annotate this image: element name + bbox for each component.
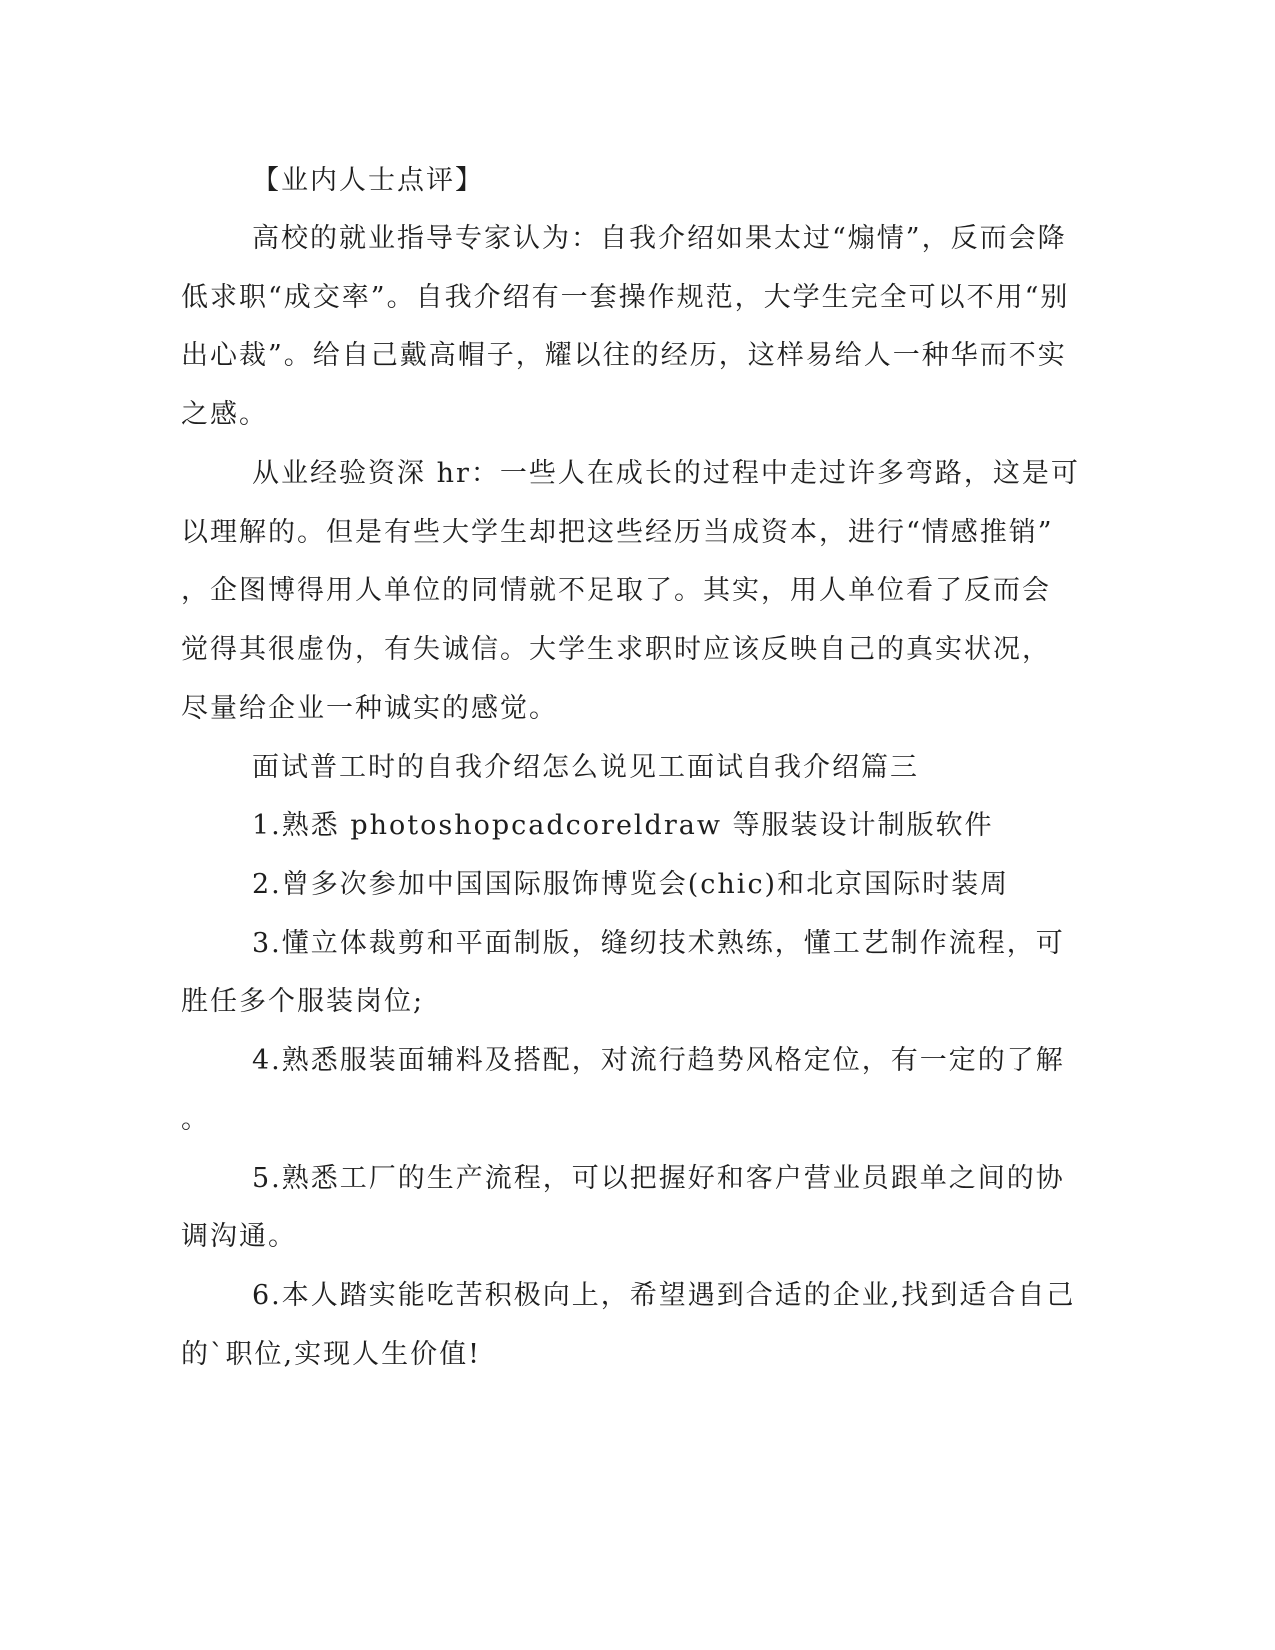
paragraph-line: 尽量给企业一种诚实的感觉。 (181, 693, 558, 724)
paragraph-line: 觉得其很虚伪，有失诚信。大学生求职时应该反映自己的真实状况， (181, 634, 1051, 665)
list-item: 3.懂立体裁剪和平面制版，缝纫技术熟练，懂工艺制作流程，可 (252, 928, 1065, 959)
subsection-title: 面试普工时的自我介绍怎么说见工面试自我介绍篇三 (252, 752, 919, 783)
paragraph-line: 低求职“成交率”。自我介绍有一套操作规范，大学生完全可以不用“别 (181, 282, 1070, 313)
list-item: 6.本人踏实能吃苦积极向上，希望遇到合适的企业,找到适合自己 (252, 1280, 1076, 1311)
paragraph-line: 出心裁”。给自己戴高帽子，耀以往的经历，这样易给人一种华而不实 (181, 340, 1067, 371)
paragraph-line: 之感。 (181, 399, 268, 430)
list-item-continuation: 调沟通。 (181, 1221, 297, 1252)
list-item-continuation: 。 (181, 1104, 210, 1135)
paragraph-line: 以理解的。但是有些大学生却把这些经历当成资本，进行“情感推销” (181, 517, 1054, 548)
paragraph-line: 从业经验资深 hr：一些人在成长的过程中走过许多弯路，这是可 (252, 458, 1080, 489)
list-item: 4.熟悉服装面辅料及搭配，对流行趋势风格定位，有一定的了解 (252, 1045, 1065, 1076)
list-item-continuation: 胜任多个服装岗位; (181, 986, 425, 1017)
list-item: 5.熟悉工厂的生产流程，可以把握好和客户营业员跟单之间的协 (252, 1163, 1065, 1194)
list-item: 2.曾多次参加中国国际服饰博览会(chic)和北京国际时装周 (252, 869, 1010, 900)
list-item: 1.熟悉 photoshopcadcoreldraw 等服装设计制版软件 (252, 810, 994, 841)
paragraph-line: 高校的就业指导专家认为：自我介绍如果太过“煽情”，反而会降 (252, 223, 1067, 254)
list-item-continuation: 的`职位,实现人生价值! (181, 1339, 481, 1370)
section-heading: 【业内人士点评】 (252, 165, 484, 196)
paragraph-line: ，企图博得用人单位的同情就不足取了。其实，用人单位看了反而会 (181, 575, 1051, 606)
